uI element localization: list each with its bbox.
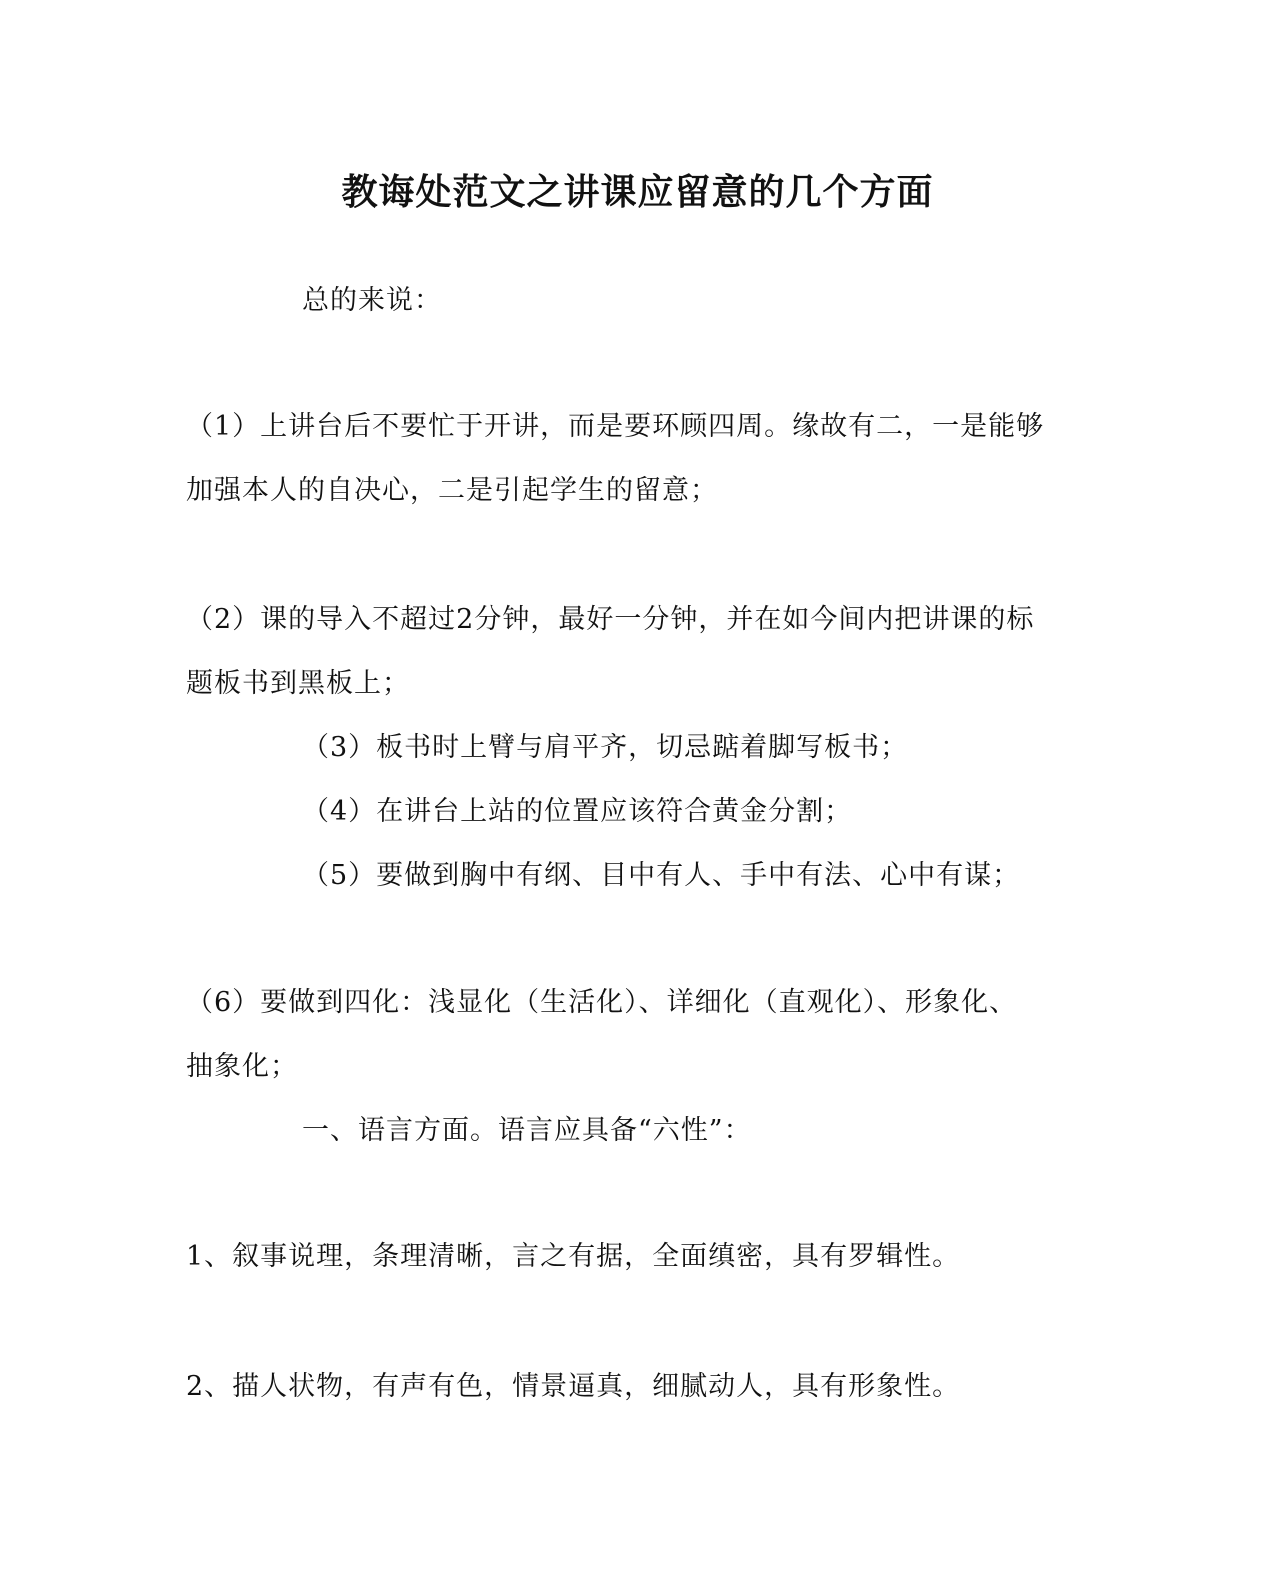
point-6-line-1: （6）要做到四化：浅显化（生活化）、详细化（直观化）、形象化、 bbox=[186, 987, 1018, 1018]
point-6-line-2: 抽象化； bbox=[186, 1051, 298, 1082]
point-1-line-2: 加强本人的自决心，二是引起学生的留意； bbox=[186, 475, 718, 506]
point-4-line: （4）在讲台上站的位置应该符合黄金分割； bbox=[302, 796, 853, 827]
language-item-2: 2、描人状物，有声有色，情景逼真，细腻动人，具有形象性。 bbox=[186, 1371, 961, 1402]
section-language-heading: 一、语言方面。语言应具备“六性”： bbox=[302, 1115, 752, 1146]
point-5-line: （5）要做到胸中有纲、目中有人、手中有法、心中有谋； bbox=[302, 860, 1021, 891]
point-1-line-1: （1）上讲台后不要忙于开讲，而是要环顾四周。缘故有二，一是能够 bbox=[186, 411, 1045, 442]
point-3-line: （3）板书时上臂与肩平齐，切忌踮着脚写板书； bbox=[302, 732, 909, 763]
document-title: 教诲处范文之讲课应留意的几个方面 bbox=[341, 171, 934, 213]
language-item-1: 1、叙事说理，条理清晰，言之有据，全面缜密，具有罗辑性。 bbox=[186, 1241, 961, 1272]
point-2-line-2: 题板书到黑板上； bbox=[186, 668, 410, 699]
point-2-line-1: （2）课的导入不超过2分钟，最好一分钟，并在如今间内把讲课的标 bbox=[186, 604, 1035, 635]
summary-intro-line: 总的来说： bbox=[302, 285, 442, 316]
